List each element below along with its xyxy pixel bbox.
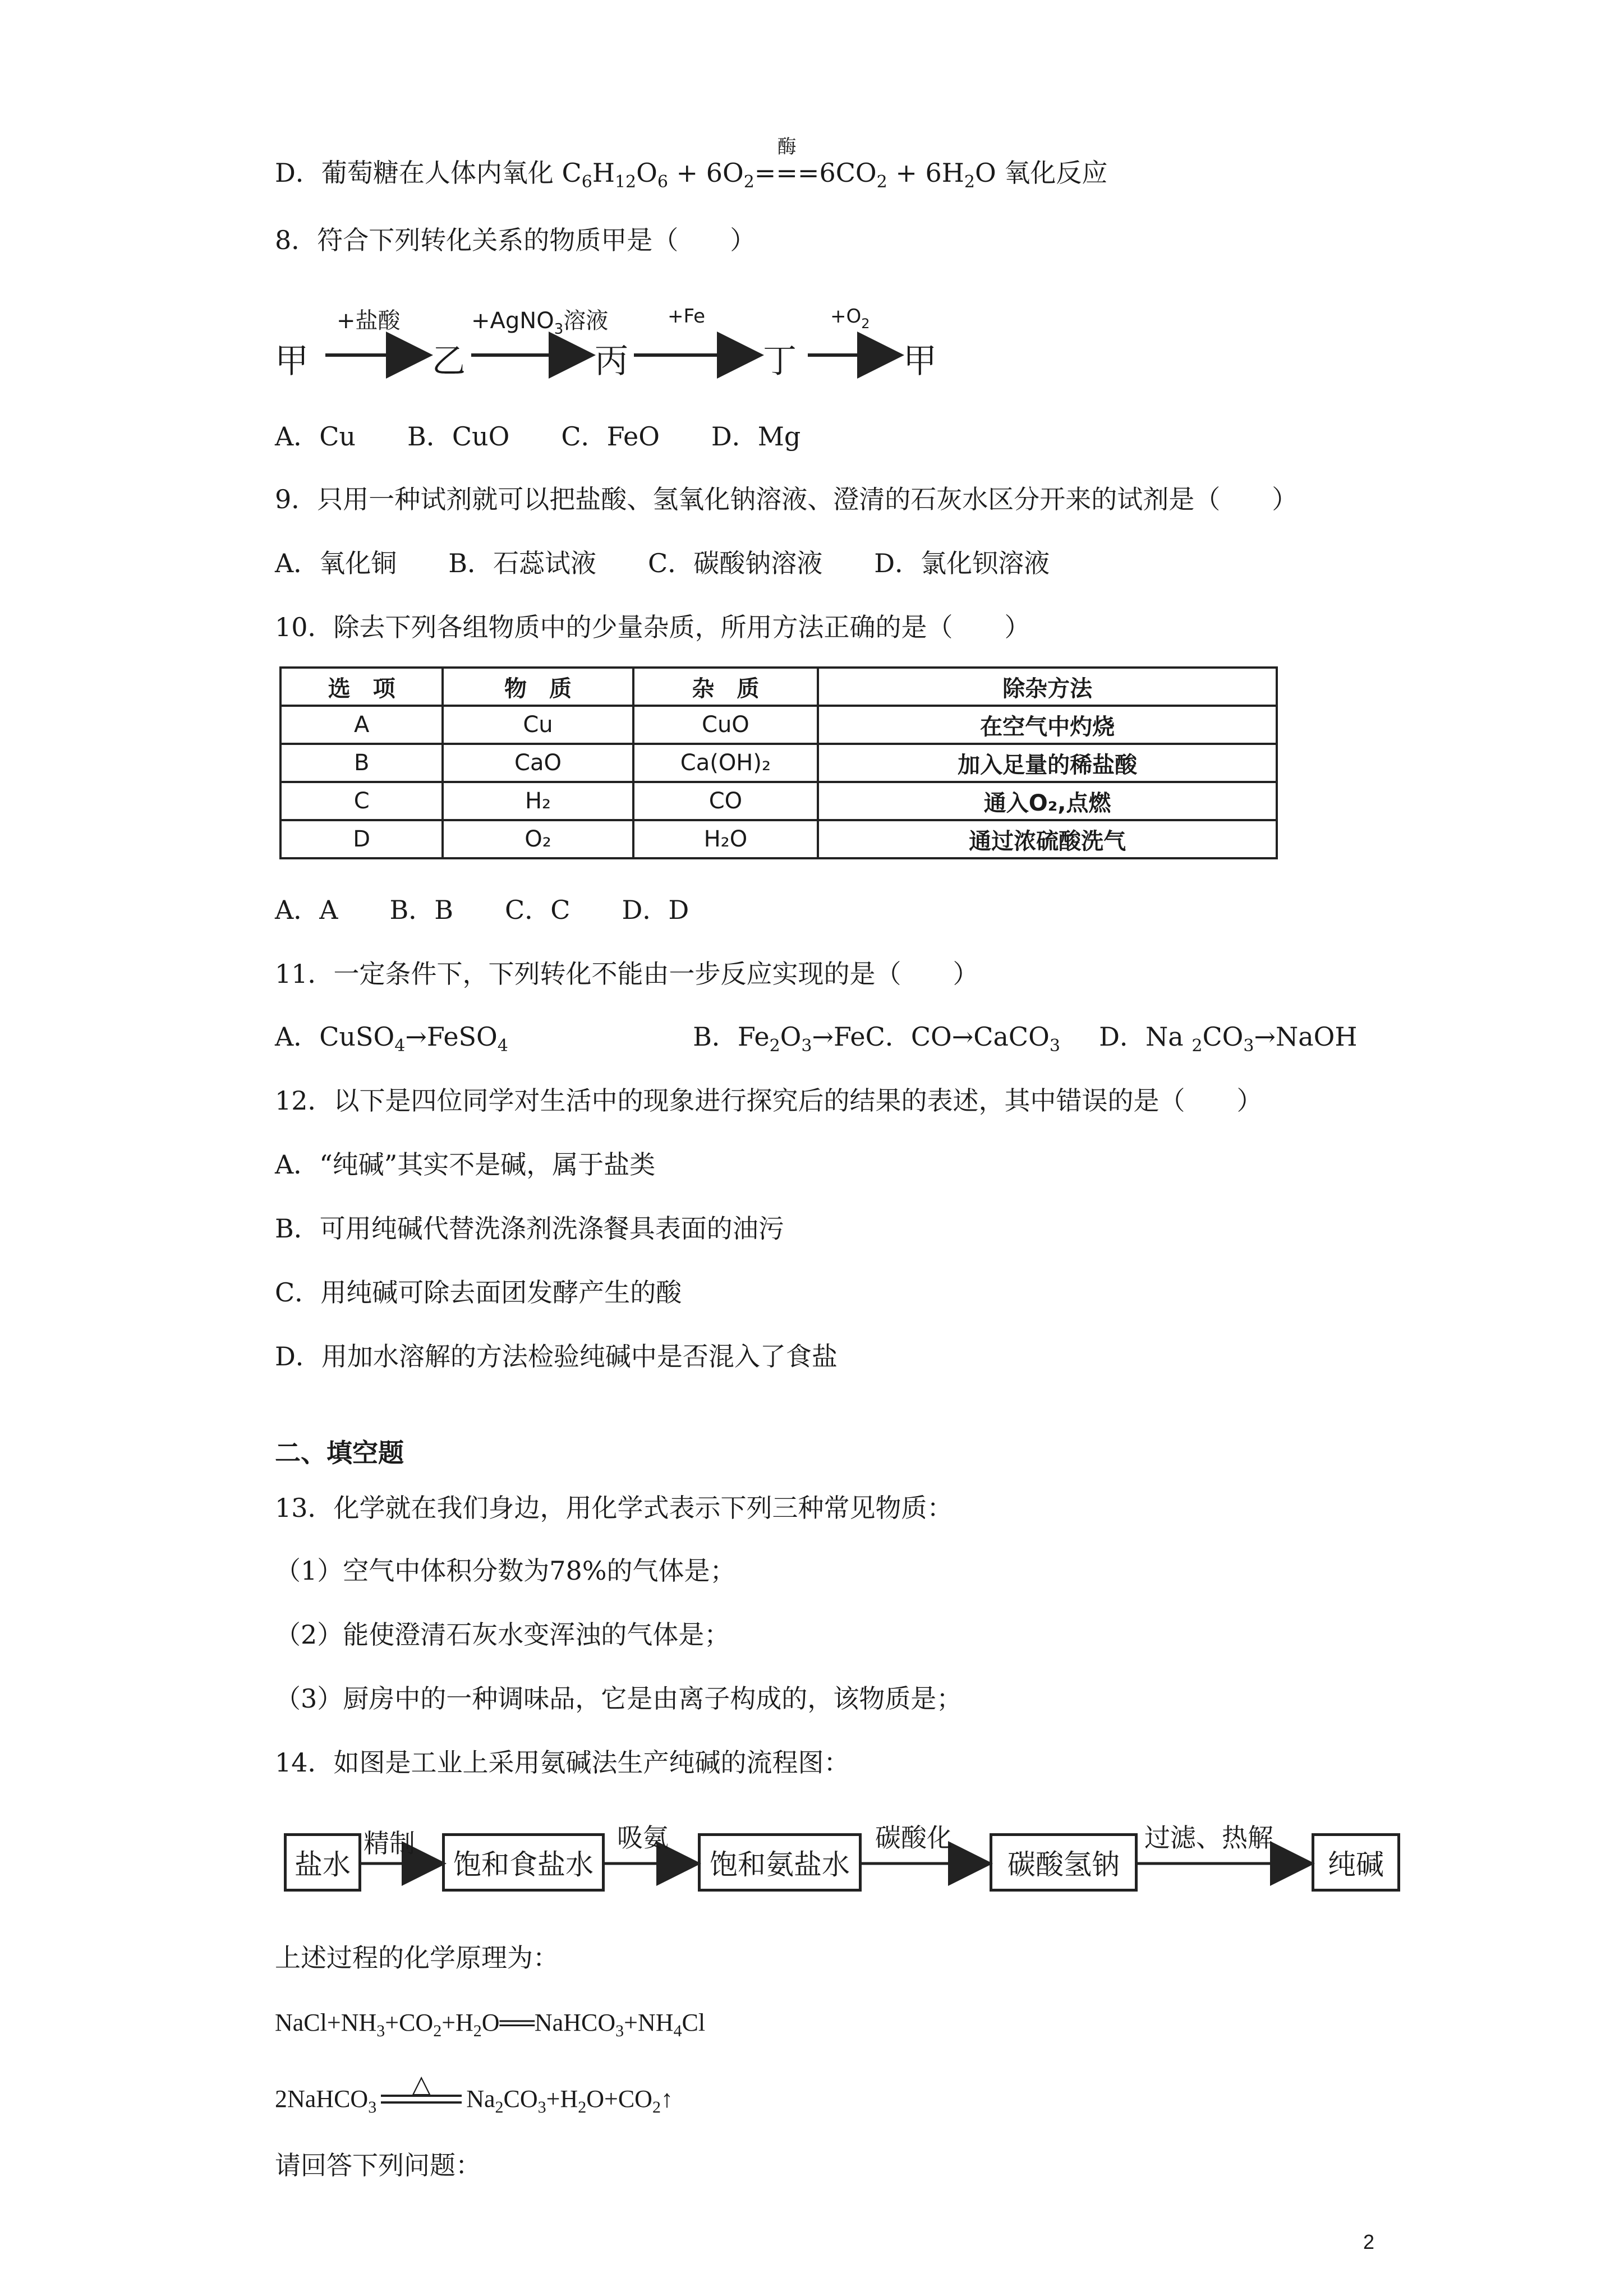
- table-cell: 加入足量的稀盐酸: [818, 744, 1277, 782]
- formula-part: O══NaHCO: [481, 2009, 616, 2036]
- subscript: 3: [615, 2022, 624, 2040]
- q14-equation-1: [275, 2006, 705, 2040]
- node-jia: 甲: [275, 342, 309, 381]
- table-cell: O₂: [443, 820, 633, 858]
- subscript: 2: [769, 1036, 780, 1056]
- formula-part: +H: [546, 2085, 578, 2113]
- q8-conversion-diagram: [275, 303, 948, 381]
- flow-step-filter-heat: 过滤、热解: [1144, 1823, 1273, 1853]
- double-line: [381, 2095, 462, 2104]
- table-cell: CuO: [633, 706, 818, 744]
- table-cell: 在空气中灼烧: [818, 706, 1277, 744]
- q11-option-b: B．Fe: [693, 1022, 770, 1052]
- table-header: 选 项: [280, 668, 443, 706]
- subscript: 6: [581, 172, 592, 192]
- q14-stem: 14．如图是工业上采用氨碱法生产纯碱的流程图：: [275, 1747, 850, 1778]
- formula-part: →NaOH: [1254, 1022, 1358, 1052]
- table-header: 杂 质: [633, 668, 818, 706]
- arrow-label-o2: [830, 305, 870, 332]
- gas-arrow: ↑: [660, 2085, 673, 2113]
- table-header: 除杂方法: [818, 668, 1277, 706]
- q14-answer-prompt: 请回答下列问题：: [275, 2150, 481, 2180]
- q14-equation-2: [275, 2070, 673, 2116]
- q12-option-c: C．用纯碱可除去面团发酵产生的酸: [275, 1277, 682, 1308]
- flow-box-soda-ash: 纯碱: [1312, 1833, 1400, 1892]
- table-cell: Ca(OH)₂: [633, 744, 818, 782]
- q11-stem: 11．一定条件下，下列转化不能由一步反应实现的是（ ）: [275, 959, 979, 989]
- solution-text: 溶液: [563, 308, 609, 334]
- subscript: 4: [394, 1036, 406, 1056]
- q8-stem: 8．符合下列转化关系的物质甲是（ ）: [275, 225, 756, 255]
- formula-part: +NH: [624, 2009, 674, 2036]
- q7-option-d: [275, 136, 1108, 192]
- table-cell: 通过浓硫酸洗气: [818, 820, 1277, 858]
- formula-part: CO: [503, 2085, 538, 2113]
- q13-part-1: （1）空气中体积分数为78%的气体是；: [275, 1556, 736, 1586]
- flow-box-sodium-bicarbonate: 碳酸氢钠: [990, 1833, 1138, 1892]
- table-cell: C: [280, 782, 443, 820]
- formula-part: Cl: [682, 2009, 706, 2036]
- subscript: 2: [861, 316, 870, 332]
- node-bing: 丙: [595, 342, 628, 381]
- flow-box-saturated-brine: 饱和食盐水: [442, 1833, 605, 1892]
- q8-options: A．Cu B．CuO C．FeO D．Mg: [275, 421, 801, 452]
- subscript: 2: [1191, 1036, 1203, 1056]
- q10-table: [279, 666, 1278, 859]
- formula-part: +CO: [385, 2009, 434, 2036]
- formula-part: + 6O: [668, 158, 744, 188]
- formula-part: H: [592, 158, 615, 188]
- table-cell: CaO: [443, 744, 633, 782]
- node-yi: 乙: [432, 342, 466, 381]
- node-ding: 丁: [763, 342, 797, 381]
- q11-options: [275, 1020, 1358, 1056]
- table-row: [280, 744, 1277, 782]
- q12-stem: 12．以下是四位同学对生活中的现象进行探究后的结果的表述，其中错误的是（ ）: [275, 1085, 1263, 1116]
- arrow-label-hcl: +盐酸: [337, 308, 401, 334]
- formula-part: +H: [441, 2009, 473, 2036]
- flow-step-ammonia: 吸氨: [617, 1823, 669, 1853]
- formula-part: O: [974, 158, 996, 188]
- formula-part: O: [636, 158, 657, 188]
- table-row: [280, 782, 1277, 820]
- q9-stem: 9．只用一种试剂就可以把盐酸、氢氧化钠溶液、澄清的石灰水区分开来的试剂是（ ）: [275, 484, 1298, 514]
- formula-part: + 6H: [887, 158, 964, 188]
- subscript: 3: [368, 2098, 377, 2116]
- q13-part-2: （2）能使澄清石灰水变浑浊的气体是；: [275, 1619, 730, 1650]
- subscript: 3: [554, 321, 564, 338]
- subscript: 2: [433, 2022, 442, 2040]
- q12-option-d: D．用加水溶解的方法检验纯碱中是否混入了食盐: [275, 1341, 838, 1372]
- subscript: 4: [497, 1036, 508, 1056]
- equals-sign: ===: [754, 158, 820, 188]
- subscript: 2: [473, 2022, 482, 2040]
- subscript: 4: [673, 2022, 682, 2040]
- q10-options: A．A B．B C．C D．D: [275, 895, 689, 925]
- enzyme-condition: 酶: [777, 136, 797, 158]
- table-cell: 通入O₂,点燃: [818, 782, 1277, 820]
- formula-part: O+CO: [586, 2085, 652, 2113]
- q7d-text: D．葡萄糖在人体内氧化: [275, 158, 562, 188]
- subscript: 12: [614, 172, 637, 192]
- table-cell: H₂: [443, 782, 633, 820]
- formula-part: NaCl+NH: [275, 2009, 377, 2036]
- subscript: 3: [801, 1036, 812, 1056]
- flow-box-brine: 盐水: [284, 1833, 361, 1892]
- subscript: 2: [743, 172, 755, 192]
- subscript: 2: [652, 2098, 661, 2116]
- subscript: 3: [537, 2098, 546, 2116]
- q9-options: A．氧化铜 B．石蕊试液 C．碳酸钠溶液 D．氯化钡溶液: [275, 548, 1050, 578]
- node-jia-2: 甲: [903, 342, 937, 381]
- formula-part: 6CO: [819, 158, 877, 188]
- subscript: 3: [376, 2022, 385, 2040]
- table-cell: Cu: [443, 706, 633, 744]
- heat-equals: [376, 2070, 466, 2113]
- table-cell: CO: [633, 782, 818, 820]
- table-header-row: [280, 668, 1277, 706]
- flow-box-ammoniated-brine: 饱和氨盐水: [698, 1833, 862, 1892]
- formula-part: O: [780, 1022, 802, 1052]
- subscript: 3: [1049, 1036, 1060, 1056]
- o-text: +O: [830, 305, 862, 328]
- formula-part: CO: [1202, 1022, 1244, 1052]
- section-title: 二、填空题: [275, 1438, 404, 1468]
- q12-option-a: A．“纯碱”其实不是碱，属于盐类: [275, 1149, 656, 1180]
- formula-part: 2NaHCO: [275, 2085, 369, 2113]
- q7d-suffix: 氧化反应: [996, 158, 1108, 188]
- table-cell: D: [280, 820, 443, 858]
- subscript: 2: [964, 172, 975, 192]
- formula-part: Na: [466, 2085, 495, 2113]
- formula-part: C: [562, 158, 582, 188]
- table-cell: B: [280, 744, 443, 782]
- subscript: 3: [1243, 1036, 1254, 1056]
- q11-option-a-arrow: →FeSO: [405, 1022, 498, 1052]
- q14-principle: 上述过程的化学原理为：: [275, 1943, 559, 1973]
- table-cell: A: [280, 706, 443, 744]
- table-header: 物 质: [443, 668, 633, 706]
- q13-part-3: （3）厨房中的一种调味品，它是由离子构成的，该物质是；: [275, 1683, 963, 1714]
- subscript: 2: [876, 172, 887, 192]
- subscript: 6: [657, 172, 668, 192]
- table-row: [280, 706, 1277, 744]
- arrow-label-agno3: [471, 303, 609, 338]
- enzyme-equals: [754, 136, 820, 190]
- agno-text: +AgNO: [471, 308, 554, 334]
- q11-option-d: D．Na: [1099, 1022, 1192, 1052]
- q11-option-bc: →FeC．CO→CaCO: [812, 1022, 1050, 1052]
- page-number: 2: [1363, 2230, 1375, 2253]
- heat-condition: △: [412, 2070, 431, 2098]
- q13-stem: 13．化学就在我们身边，用化学式表示下列三种常见物质：: [275, 1493, 953, 1523]
- flow-step-carbonation: 碳酸化: [875, 1823, 953, 1853]
- q12-option-b: B．可用纯碱代替洗涤剂洗涤餐具表面的油污: [275, 1213, 784, 1244]
- subscript: 2: [578, 2098, 587, 2116]
- table-cell: H₂O: [633, 820, 818, 858]
- subscript: 2: [495, 2098, 504, 2116]
- q11-option-a: A．CuSO: [275, 1022, 395, 1052]
- q10-stem: 10．除去下列各组物质中的少量杂质，所用方法正确的是（ ）: [275, 612, 1030, 642]
- table-row: [280, 820, 1277, 858]
- flow-step-refine: 精制: [364, 1828, 415, 1858]
- arrow-label-fe: +Fe: [668, 305, 706, 328]
